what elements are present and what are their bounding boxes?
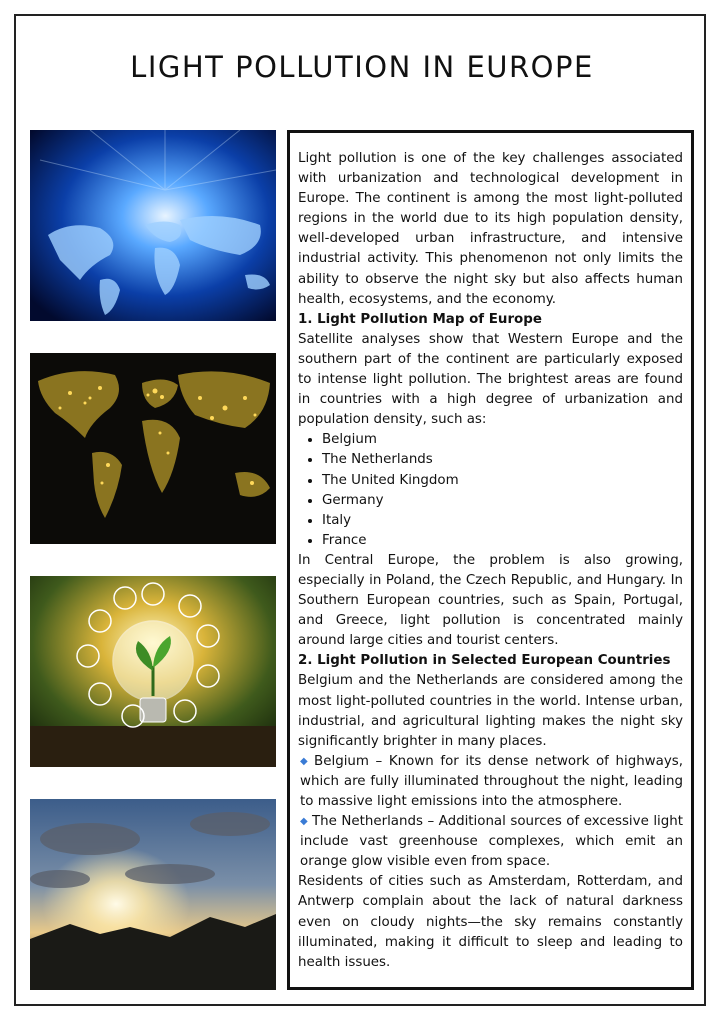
belgium-bullet-text: Belgium – Known for its dense network of highways, which are fully illuminated throughout the night, leading to massive light emissions into the atmosphere. — [300, 753, 683, 809]
list-item: • Belgium — [322, 430, 683, 450]
netherlands-bullet-text: The Netherlands – Additional sources of excessive light include vast greenhouse complexes, which emit an orange glow visible even from space. — [300, 814, 683, 870]
belgium-bullet — [298, 752, 683, 812]
intro-paragraph: Light pollution is one of the key challenges associated with urbanization and technological development in Europe. The continent is among the most light-polluted regions in the world due to its high population density, well-developed urban infrastructure, and intensive industrial activity. This phenomenon not only limits the ability to observe the night sky but also affects human health, ecosystems, and the economy. — [298, 151, 683, 307]
list-item: • Italy — [322, 511, 683, 531]
diamond-bullet-icon: ◆ — [300, 816, 308, 828]
diamond-bullet-icon: ◆ — [300, 755, 311, 767]
section2-paragraph: Belgium and the Netherlands are considered among the most light-polluted countries in the world. Intense urban, industrial, and agricultural lighting makes the night sky significantly brighter in many places. — [298, 673, 683, 749]
list-item: • The United Kingdom — [322, 471, 683, 491]
section1-paragraph: Satellite analyses show that Western Europe and the southern part of the continent are particularly exposed to intense light pollution. The brightest areas are found in countries with a high degree of urbanization and population density, such as: — [298, 331, 683, 428]
section2-heading: 2. Light Pollution in Selected European Countries — [298, 653, 671, 669]
country-list — [298, 430, 683, 551]
sunset-sky-image — [30, 799, 276, 990]
list-item: • Germany — [322, 491, 683, 511]
glowing-world-map-image — [30, 130, 276, 321]
article-text-box — [287, 130, 694, 990]
page-title: LIGHT POLLUTION IN EUROPE — [130, 50, 594, 84]
list-item: • France — [322, 531, 683, 551]
list-item: • The Netherlands — [322, 450, 683, 470]
world-lights-map-image — [30, 353, 276, 544]
section1-heading: 1. Light Pollution Map of Europe — [298, 311, 542, 327]
netherlands-bullet — [298, 812, 683, 872]
lightbulb-plant-image — [30, 576, 276, 767]
section1-paragraph-2: In Central Europe, the problem is also growing, especially in Poland, the Czech Republic, and Hungary. In Southern European countries, such as Spain, Portugal, and Greece, light pollution is concentrated mainly around large cities and tourist centers. — [298, 552, 683, 649]
closing-paragraph: Residents of cities such as Amsterdam, Rotterdam, and Antwerp complain about the lack of natural darkness even on cloudy nights—the sky remains constantly illuminated, making it difficult to sleep and leading to health issues. — [298, 874, 683, 970]
